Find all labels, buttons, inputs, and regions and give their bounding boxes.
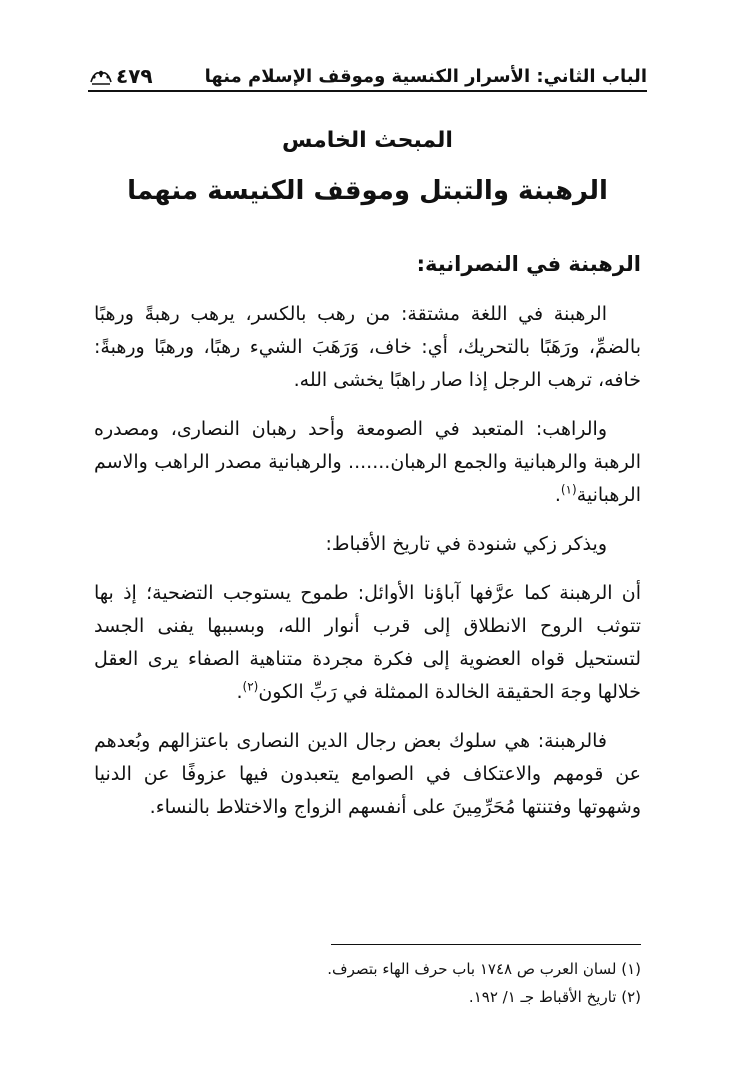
footnotes <box>94 955 641 1011</box>
body-text <box>94 298 641 840</box>
page-number-block <box>88 64 153 88</box>
paragraph-summary: فالرهبنة: هي سلوك بعض رجال الدين النصارى باعتزالهم وبُعدهم عن قومهم والاعتكاف في الصوامع يتعبدون فيها عزوفًا عن الدنيا وشهوتها وفتنتها مُحَرِّمِينَ على أنفسهم الزواج والاختلاط بالنساء. <box>94 730 641 818</box>
section-title: الرهبنة والتبتل وموقف الكنيسة منهما <box>127 176 608 206</box>
footnote-1: (١) لسان العرب ص ١٧٤٨ باب حرف الهاء بتصرف. <box>327 960 641 978</box>
footnote-marker-2: (٢) <box>242 679 259 694</box>
footnote-2: (٢) تاريخ الأقباط جـ ١/ ١٩٢. <box>468 988 641 1006</box>
paragraph-etymology: الرهبنة في اللغة مشتقة: من رهب بالكسر، يرهب رهبةً ورهبًا بالضمِّ، ورَهَبًا بالتحريك، أي: خاف، وَرَهَبَ الشيء رهبًا، ورهبًا ورهبةً: خافه، ترهب الرجل إذا صار راهبًا يخشى الله. <box>94 303 641 391</box>
footnote-rule <box>331 944 641 945</box>
header-rule <box>88 90 647 92</box>
footnote-marker-1: (١) <box>560 482 577 497</box>
paragraph-quote: أن الرهبنة كما عرَّفها آباؤنا الأوائل: طموح يستوجب التضحية؛ إذ بها تتوثب الروح الانطلاق إلى قرب أنوار الله، وبسببها يفنى الجسد لتستحيل قواه العضوية إلى فكرة مجردة متناهية الصفاء يرى العقل خلالها وجهَ الحقيقة الخالدة الممثلة في رَبِّ الكون$^{(٢)}$. <box>94 582 641 703</box>
running-title: الباب الثاني: الأسرار الكنسية وموقف الإسلام منها <box>204 65 647 87</box>
page-number: ٤٧٩ <box>116 64 153 88</box>
floral-ornament-icon <box>88 67 114 85</box>
section-label: المبحث الخامس <box>282 128 453 153</box>
subheading: الرهبنة في النصرانية: <box>416 252 641 276</box>
paragraph-citation-intro: ويذكر زكي شنودة في تاريخ الأقباط: <box>325 533 607 555</box>
running-header <box>88 64 647 88</box>
paragraph-definition: والراهب: المتعبد في الصومعة وأحد رهبان النصارى، ومصدره الرهبة والرهبانية والجمع الرهبان....... والرهبانية مصدر الراهب والاسم الرهبانية$^{(١)}$. <box>94 418 641 506</box>
